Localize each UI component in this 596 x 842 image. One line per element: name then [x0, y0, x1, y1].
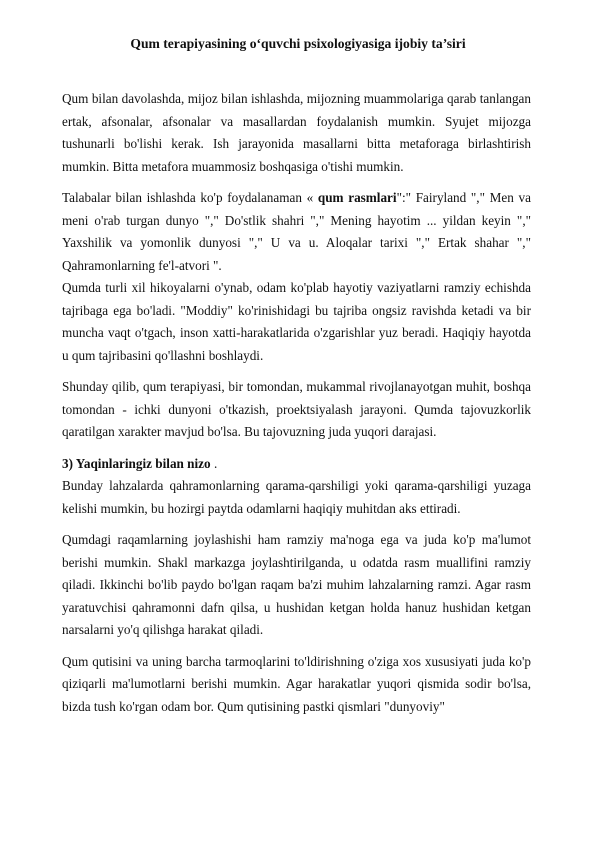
paragraph-1: Qum bilan davolashda, mijoz bilan ishlashda, mijozning muammolariga qarab tanlangan ertak, afsonalar, afsonalar va masallardan foydalanish mumkin. Syujet mijozga tushunarli bo'lishi kerak. Ish jarayonida masallarni bitta metaforaga birlashtirish mumkin. Bitta metafora muammosiz boshqasiga o'tishi mumkin. — [62, 91, 531, 174]
paragraph-5: Bunday lahzalarda qahramonlarning qarama-qarshiligi yoki qarama-qarshiligi yuzaga kelishi mumkin, bu hozirgi paytda odamlarni haqiqiy muhitdan aks ettiradi. — [62, 478, 531, 516]
paragraph-7: Qum qutisini va uning barcha tarmoqlarini to'ldirishning o'ziga xos xususiyati juda ko'p qiziqarli ma'lumotlarni berishi mumkin. Agar harakatlar yuqori qismida sodir bo'lsa, bizda tush ko'rgan odam bor. Qum qutisining pastki qismlari "dunyoviy" — [62, 653, 531, 714]
paragraph-2-intro: Talabalar bilan ishlashda ko'p foydalanaman « — [62, 190, 318, 205]
document-title: Qum terapiyasining o‘quvchi psixologiyasiga ijobiy ta’siri — [130, 36, 466, 51]
section-heading-suffix: . — [210, 455, 218, 471]
paragraph-3: Qumda turli xil hikoyalarni o'ynab, odam ko'plab hayotiy vaziyatlarni ramziy echishda tajribaga ega bo'ladi. "Moddiy" ko'rinishidagi bu tajriba ongsiz ravishda ketadi va bir muncha vaqt o'tgach, inson xatti-harakatlarida o'zgarishlar yuz beradi. Haqiqiy hayotda u qum tajribasini qo'llashni boshlaydi. — [62, 280, 531, 363]
paragraph-6: Qumdagi raqamlarning joylashishi ham ramziy ma'noga ega va juda ko'p ma'lumot berishi mumkin. Shakl markazga joylashtirilganda, u odatda rasm muallifini ramziy qiladi. Ikkinchi bo'lib paydo bo'lgan raqam ba'zi muhim lahzalarning ramzi. Agar rasm yaratuvchisi qahramonni dafn qilsa, u hushidan ketgan holda hanuz hushidan ketgan narsalarni yo'q qilishga harakat qiladi. — [62, 532, 531, 637]
document-body — [62, 88, 531, 718]
paragraph-2-list: ":" Fairyland "," Men va meni o'rab turgan dunyo "," Do'stlik shahri "," Mening hayotim ... yildan keyin "," Yaxshilik va yomonlik dunyosi "," U va u. Aloqalar tarixi "," Ertak shahar "," Qahramonlarning fe'l-atvori ". — [62, 190, 531, 273]
paragraph-2-emphasis: qum rasmlari — [317, 190, 397, 205]
section-heading-text: 3) Yaqinlaringiz bilan nizo — [62, 455, 211, 471]
section-heading — [62, 453, 531, 476]
paragraph-2 — [62, 187, 531, 277]
paragraph-4: Shunday qilib, qum terapiyasi, bir tomondan, mukammal rivojlanayotgan muhit, boshqa tomondan - ichki dunyoni o'tkazish, proektsiyalash jarayoni. Qumda tajovuzkorlik qaratilgan xarakter mavjud bo'lsa. Bu tajovuzning juda yuqori darajasi. — [62, 379, 531, 439]
